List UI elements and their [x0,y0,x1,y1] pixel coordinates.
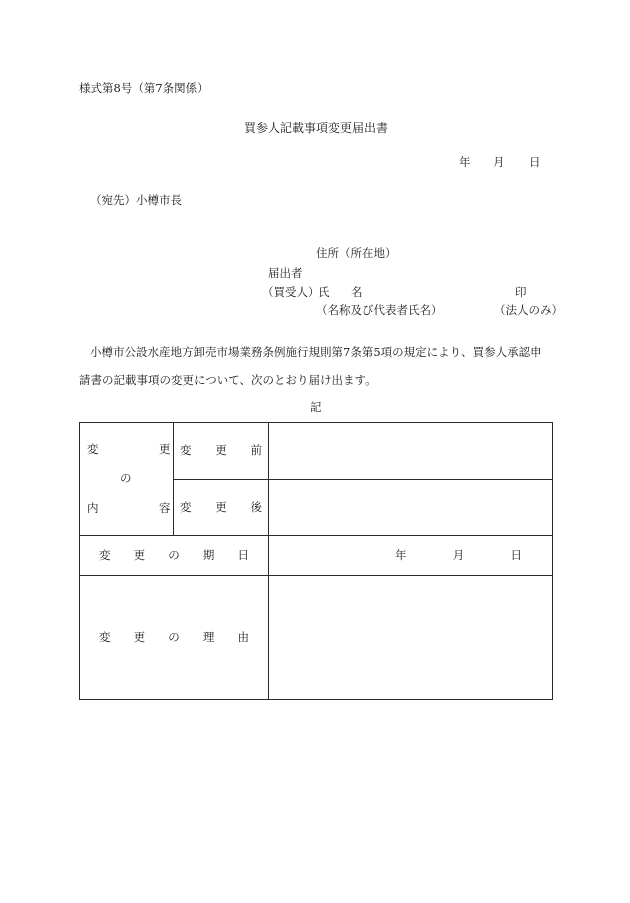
reason-char-3: の [168,629,180,644]
date-day-label: 日 [529,155,541,169]
buyer-label: （買受人） [262,285,320,299]
before-char-3: 前 [250,443,262,457]
change-reason-value-cell[interactable] [269,576,553,700]
body-text-line-1: 小樽市公設水産地方卸売市場業務条例施行規則第7条第5項の規定により、買参人承認申 [90,345,542,359]
corporation-note: （法人のみ） [494,303,563,317]
after-change-value-cell[interactable] [269,479,553,536]
before-change-label-cell [174,423,269,480]
content-char-1: 変 [87,442,99,456]
reason-char-1: 変 [99,629,111,644]
date-year-label: 年 [459,155,471,169]
reason-char-4: 理 [202,629,215,644]
date-month-label: 月 [493,155,505,169]
after-char-3: 後 [250,499,262,514]
body-text-line-2: 請書の記載事項の変更について、次のとおり届け出ます。 [79,373,377,387]
content-char-4: 内 [87,501,99,515]
name-label-second: 名 [351,285,363,299]
period-char-4: 期 [202,547,215,562]
change-date-day: 日 [510,547,522,562]
change-date-value-cell[interactable] [269,536,553,576]
name-note: （名称及び代表者氏名） [316,303,443,317]
form-number: 様式第8号（第7条関係） [79,81,209,95]
seal-label: 印 [515,285,527,299]
after-char-2: 更 [215,499,227,514]
change-date-month: 月 [452,547,465,562]
period-char-2: 更 [133,547,146,562]
after-char-1: 変 [180,499,192,514]
content-char-5: 容 [159,501,171,515]
period-char-3: の [168,547,180,562]
reason-char-5: 由 [237,629,249,644]
change-date-year: 年 [395,547,407,562]
content-char-3: の [120,471,132,485]
before-char-2: 更 [215,443,227,457]
content-char-2: 更 [159,442,171,456]
change-date-label-cell [80,536,269,576]
name-label-first: 氏 [318,285,330,299]
change-content-label-cell [80,423,174,536]
before-change-value-cell[interactable] [269,423,553,480]
reason-char-2: 更 [133,629,146,644]
addressee: （宛先）小樽市長 [90,193,182,207]
notifier-label: 届出者 [268,266,303,280]
change-reason-label-cell [80,576,269,700]
address-label: 住所（所在地） [316,246,397,260]
change-details-table [79,422,553,700]
after-change-label-cell [174,479,269,536]
period-char-5: 日 [237,547,249,562]
period-char-1: 変 [99,547,111,562]
ki-label: 記 [310,400,322,414]
document-title: 買参人記載事項変更届出書 [244,121,389,135]
before-char-1: 変 [180,443,192,457]
